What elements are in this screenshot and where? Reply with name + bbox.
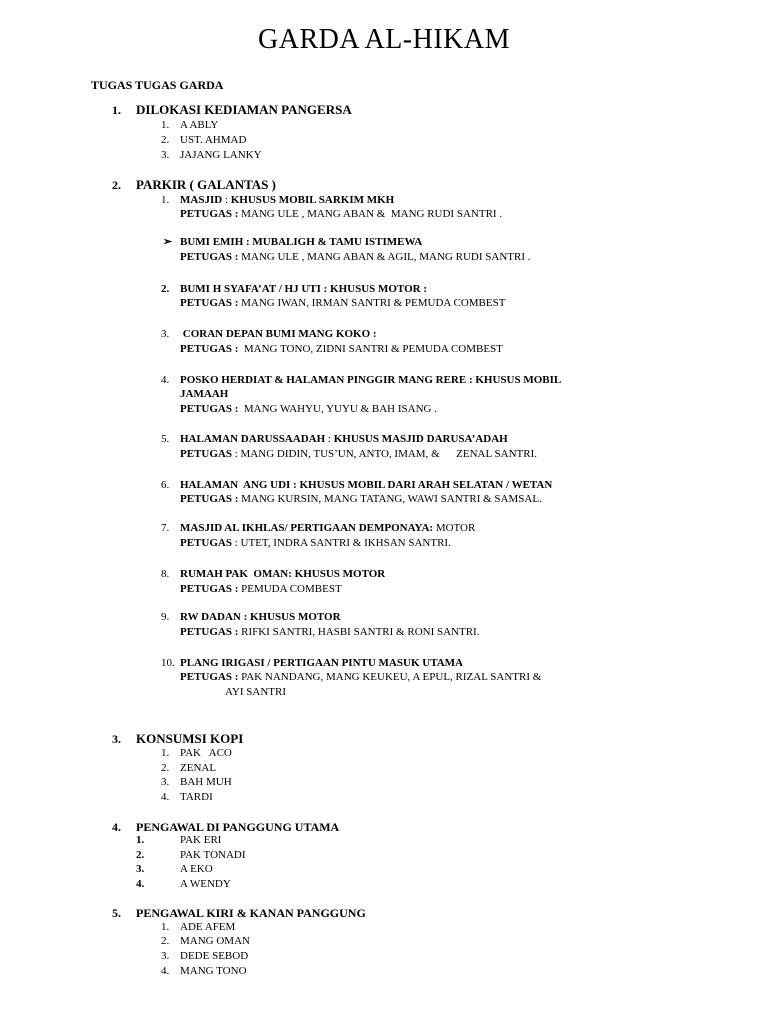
page-title: GARDA AL-HIKAM	[258, 24, 510, 55]
list-item-number: 3.	[136, 863, 145, 875]
parking-staff: PETUGAS : MANG KURSIN, MANG TATANG, WAWI SANTRI & SAMSAL.	[180, 493, 542, 505]
list-item-number: 3.	[161, 950, 170, 962]
section-title: PENGAWAL DI PANGGUNG UTAMA	[136, 820, 340, 834]
section-number: 1.	[112, 103, 121, 117]
list-item: DEDE SEBOD	[180, 950, 249, 962]
list-item: A ABLY	[180, 119, 219, 131]
list-item-number: 2.	[161, 935, 170, 947]
list-item: PAK ACO	[180, 747, 232, 759]
list-item-number: 3.	[161, 776, 170, 788]
list-item-number: 2.	[161, 762, 170, 774]
section-number: 2.	[112, 178, 121, 192]
parking-staff: PETUGAS : UTET, INDRA SANTRI & IKHSAN SANTRI.	[180, 537, 451, 549]
parking-location: POSKO HERDIAT & HALAMAN PINGGIR MANG RERE : KHUSUS MOBIL	[180, 374, 562, 386]
list-item: A WENDY	[180, 878, 231, 890]
parking-location: MASJID AL IKHLAS/ PERTIGAAN DEMPONAYA: MOTOR	[180, 522, 476, 534]
parking-staff: PETUGAS : MANG TONO, ZIDNI SANTRI & PEMUDA COMBEST	[180, 343, 503, 355]
list-item: TARDI	[180, 791, 213, 803]
parking-location: HALAMAN ANG UDI : KHUSUS MOBIL DARI ARAH SELATAN / WETAN	[180, 479, 553, 491]
list-item: A EKO	[180, 863, 213, 875]
list-item-number: 4.	[161, 965, 170, 977]
list-item: PAK TONADI	[180, 849, 246, 861]
parking-staff: PETUGAS : MANG WAHYU, YUYU & BAH ISANG .	[180, 403, 437, 415]
parking-staff: PETUGAS : PEMUDA COMBEST	[180, 583, 342, 595]
section-number: 4.	[112, 820, 121, 834]
list-item: JAJANG LANKY	[180, 149, 262, 161]
arrow-bullet-icon: ➢	[163, 236, 173, 248]
list-item-number: 1.	[161, 119, 170, 131]
section-title: DILOKASI KEDIAMAN PANGERSA	[136, 102, 352, 117]
list-item: PAK ERI	[180, 834, 222, 846]
parking-staff: PETUGAS : RIFKI SANTRI, HASBI SANTRI & RONI SANTRI.	[180, 626, 480, 638]
list-item: ADE AFEM	[180, 921, 236, 933]
parking-staff: PETUGAS : MANG IWAN, IRMAN SANTRI & PEMUDA COMBEST	[180, 297, 506, 309]
list-item: UST. AHMAD	[180, 134, 247, 146]
parking-number: 4.	[161, 374, 170, 386]
list-item-number: 4.	[161, 791, 170, 803]
list-item-number: 4.	[136, 878, 145, 890]
parking-number: 6.	[161, 479, 170, 491]
parking-staff: PETUGAS : PAK NANDANG, MANG KEUKEU, A EPUL, RIZAL SANTRI &	[180, 671, 542, 683]
parking-location: BUMI EMIH : MUBALIGH & TAMU ISTIMEWA	[180, 236, 423, 248]
parking-location: MASJID : KHUSUS MOBIL SARKIM MKH	[180, 194, 395, 206]
parking-staff: PETUGAS : MANG ULE , MANG ABAN & MANG RUDI SANTRI .	[180, 208, 503, 220]
parking-number: 5.	[161, 433, 170, 445]
section-title: KONSUMSI KOPI	[136, 731, 244, 746]
parking-location: RW DADAN : KHUSUS MOTOR	[180, 611, 341, 623]
list-item-number: 2.	[161, 134, 170, 146]
parking-location: HALAMAN DARUSSAADAH : KHUSUS MASJID DARUSA’ADAH	[180, 433, 508, 445]
parking-location: CORAN DEPAN BUMI MANG KOKO :	[180, 328, 377, 340]
list-item: ZENAL	[180, 762, 217, 774]
list-item-number: 1.	[161, 921, 170, 933]
parking-number: 1.	[161, 194, 170, 206]
parking-number: 10.	[161, 657, 175, 669]
list-item: MANG OMAN	[180, 935, 250, 947]
list-item-number: 2.	[136, 849, 145, 861]
parking-number: 8.	[161, 568, 170, 580]
parking-location-cont: JAMAAH	[180, 388, 229, 400]
list-item: MANG TONO	[180, 965, 247, 977]
parking-number: 3.	[161, 328, 170, 340]
list-item-number: 3.	[161, 149, 170, 161]
section-title: PENGAWAL KIRI & KANAN PANGGUNG	[136, 906, 366, 920]
parking-number: 9.	[161, 611, 170, 623]
parking-staff-cont: AYI SANTRI	[225, 686, 287, 698]
parking-location: RUMAH PAK OMAN: KHUSUS MOTOR	[180, 568, 386, 580]
parking-location: BUMI H SYAFA’AT / HJ UTI : KHUSUS MOTOR :	[180, 283, 428, 295]
parking-location: PLANG IRIGASI / PERTIGAAN PINTU MASUK UTAMA	[180, 657, 463, 669]
subtitle: TUGAS TUGAS GARDA	[91, 78, 224, 92]
parking-staff: PETUGAS : MANG ULE , MANG ABAN & AGIL, MANG RUDI SANTRI .	[180, 251, 531, 263]
parking-number: 7.	[161, 522, 170, 534]
list-item-number: 1.	[136, 834, 145, 846]
parking-staff: PETUGAS : MANG DIDIN, TUS’UN, ANTO, IMAM, & ZENAL SANTRI.	[180, 448, 538, 460]
list-item: BAH MUH	[180, 776, 232, 788]
section-title: PARKIR ( GALANTAS )	[136, 177, 276, 192]
parking-number: 2.	[161, 283, 170, 295]
list-item-number: 1.	[161, 747, 170, 759]
section-number: 3.	[112, 732, 121, 746]
section-number: 5.	[112, 906, 121, 920]
